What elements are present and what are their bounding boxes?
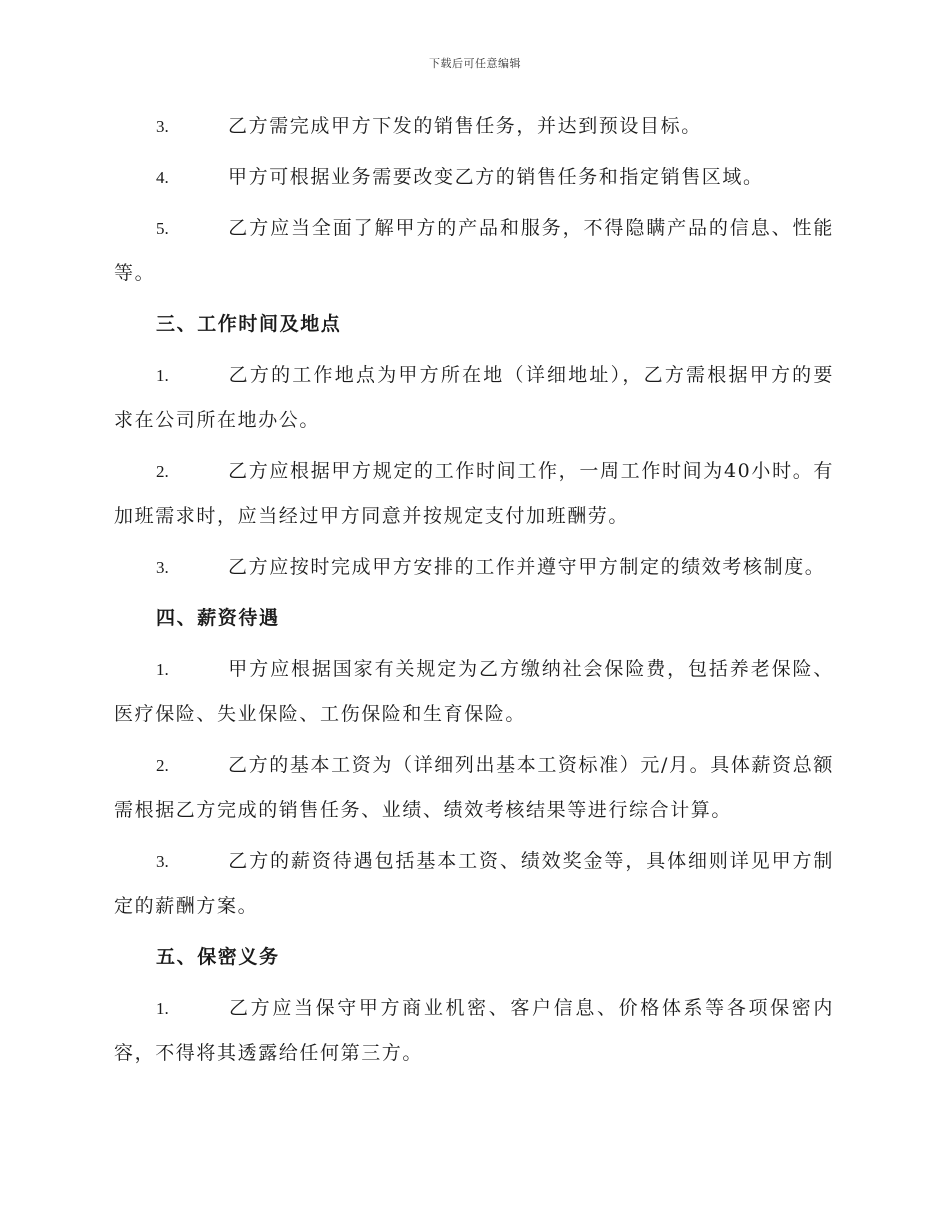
list-item (114, 839, 834, 929)
item-text: 乙方应根据甲方规定的工作时间工作，一周工作时间为40小时。有加班需求时，应当经过甲方同意并按规定支付加班酬劳。 (114, 460, 834, 527)
item-number: 4. (156, 168, 169, 187)
document-body (114, 104, 834, 1082)
item-text: 乙方需完成甲方下发的销售任务，并达到预设目标。 (228, 115, 702, 137)
section-heading: 四、薪资待遇 (156, 607, 280, 629)
item-text: 乙方应当全面了解甲方的产品和服务，不得隐瞒产品的信息、性能等。 (114, 217, 834, 284)
list-item (114, 647, 834, 737)
item-number: 2. (156, 756, 169, 775)
list-item (114, 545, 834, 590)
item-number: 1. (156, 999, 169, 1018)
list-item (114, 155, 834, 200)
item-text: 甲方可根据业务需要改变乙方的销售任务和指定销售区域。 (228, 166, 764, 188)
list-item (114, 986, 834, 1076)
list-item (114, 353, 834, 443)
item-text: 乙方的基本工资为（详细列出基本工资标准）元/月。具体薪资总额需根据乙方完成的销售任务、业绩、绩效考核结果等进行综合计算。 (114, 754, 834, 821)
item-number: 1. (156, 366, 169, 385)
item-text: 乙方的薪资待遇包括基本工资、绩效奖金等，具体细则详见甲方制定的薪酬方案。 (114, 850, 834, 917)
item-text: 乙方应按时完成甲方安排的工作并遵守甲方制定的绩效考核制度。 (228, 556, 826, 578)
list-item (114, 104, 834, 149)
list-item (114, 449, 834, 539)
item-number: 3. (156, 852, 169, 871)
item-text: 乙方的工作地点为甲方所在地（详细地址），乙方需根据甲方的要求在公司所在地办公。 (114, 364, 834, 431)
item-number: 3. (156, 558, 169, 577)
item-number: 3. (156, 117, 169, 136)
section-heading: 三、工作时间及地点 (156, 313, 342, 335)
item-text: 甲方应根据国家有关规定为乙方缴纳社会保险费，包括养老保险、医疗保险、失业保险、工伤保险和生育保险。 (114, 658, 834, 725)
item-number: 2. (156, 462, 169, 481)
item-number: 1. (156, 660, 169, 679)
list-item (114, 206, 834, 296)
item-text: 乙方应当保守甲方商业机密、客户信息、价格体系等各项保密内容，不得将其透露给任何第三方。 (114, 997, 834, 1064)
item-number: 5. (156, 219, 169, 238)
list-item (114, 743, 834, 833)
page-header: 下载后可任意编辑 (429, 57, 521, 70)
section-heading: 五、保密义务 (156, 946, 280, 968)
